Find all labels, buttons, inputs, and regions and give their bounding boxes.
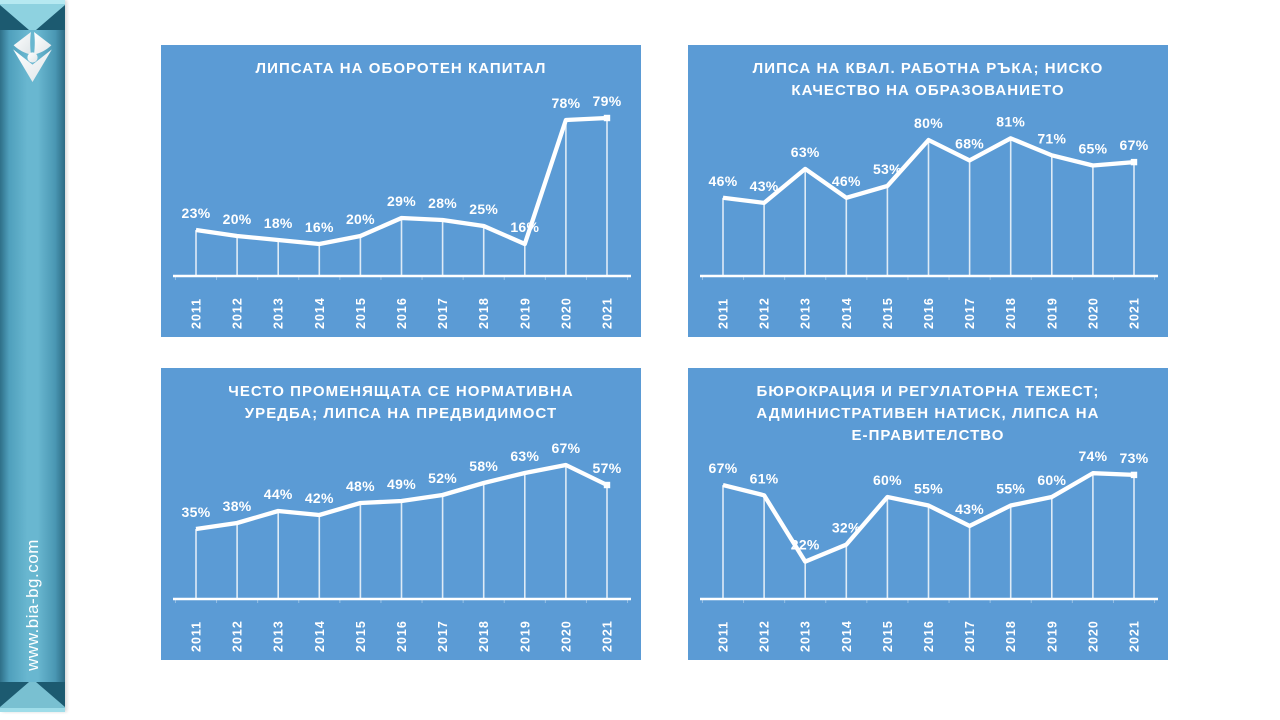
data-label: 18% (263, 215, 293, 231)
year-label: 2020 (1086, 297, 1101, 329)
year-label: 2014 (839, 620, 854, 652)
data-label: 46% (831, 172, 861, 189)
data-label: 22% (790, 536, 820, 553)
year-label: 2018 (477, 620, 492, 652)
series-end-marker (1131, 472, 1137, 478)
data-label: 81% (996, 113, 1026, 130)
year-label: 2016 (922, 620, 936, 652)
data-label: 23% (181, 205, 211, 221)
data-label: 49% (387, 476, 416, 492)
year-label: 2019 (1045, 620, 1060, 652)
data-label: 73% (1119, 449, 1149, 466)
year-label: 2014 (312, 297, 327, 329)
year-label: 2021 (1127, 297, 1142, 329)
year-label: 2013 (798, 297, 813, 329)
year-label: 2021 (1127, 620, 1142, 652)
data-label: 43% (749, 177, 779, 194)
year-label: 2017 (436, 297, 451, 329)
chart-panel-working-capital (161, 45, 641, 337)
year-label: 2016 (395, 297, 409, 329)
year-label: 2017 (436, 620, 451, 652)
year-label: 2015 (880, 297, 895, 329)
data-label: 20% (345, 211, 375, 227)
line-chart (161, 45, 641, 337)
series-end-marker (604, 482, 610, 488)
year-label: 2015 (880, 620, 895, 652)
year-label: 2020 (1086, 620, 1101, 652)
data-label: 63% (510, 448, 540, 464)
year-label: 2011 (716, 620, 731, 652)
year-label: 2017 (963, 297, 978, 329)
data-label: 57% (592, 460, 622, 476)
year-label: 2020 (559, 620, 574, 652)
chart-panel-bureaucracy (688, 368, 1168, 660)
data-label: 65% (1078, 140, 1108, 157)
data-label: 67% (551, 440, 581, 456)
data-label: 29% (387, 193, 416, 209)
data-label: 25% (469, 201, 499, 217)
year-label: 2015 (353, 620, 368, 652)
data-label: 53% (872, 160, 902, 177)
series-end-marker (604, 115, 610, 121)
data-label: 48% (345, 478, 375, 494)
data-label: 80% (914, 115, 943, 131)
year-label: 2014 (839, 297, 854, 329)
year-label: 2014 (312, 620, 327, 652)
data-label: 60% (1037, 472, 1067, 488)
year-label: 2012 (757, 297, 772, 329)
year-label: 2018 (1004, 297, 1019, 329)
year-label: 2013 (271, 620, 286, 652)
year-label: 2019 (518, 620, 533, 652)
year-label: 2011 (189, 620, 204, 652)
data-label: 74% (1078, 448, 1108, 465)
year-label: 2021 (600, 297, 615, 329)
data-label: 32% (831, 519, 861, 536)
data-label: 28% (428, 195, 458, 211)
data-label: 79% (592, 93, 622, 109)
year-label: 2016 (922, 297, 936, 329)
data-label: 38% (222, 498, 252, 514)
data-label: 44% (263, 486, 293, 502)
data-label: 61% (749, 470, 779, 487)
website-link[interactable] (0, 520, 65, 690)
bia-logo-icon (7, 24, 58, 90)
data-label: 16% (304, 219, 334, 235)
series-end-marker (1131, 159, 1137, 165)
chart-title: ЛИПСАТА НА ОБОРОТЕН КАПИТАЛ (255, 60, 547, 77)
data-label: 35% (181, 504, 211, 520)
sidebar-bottom-bevel-icon (0, 682, 65, 712)
year-label: 2018 (1004, 620, 1019, 652)
chart-title: ЛИПСА НА КВАЛ. РАБОТНА РЪКА; НИСКО КАЧЕСТВО НА ОБРАЗОВАНИЕТО (752, 60, 1104, 99)
year-label: 2011 (189, 297, 204, 329)
chart-panel-qualified-labour (688, 45, 1168, 337)
data-label: 52% (428, 470, 458, 486)
data-label: 58% (469, 458, 499, 474)
data-label: 68% (955, 135, 985, 152)
year-label: 2017 (963, 620, 978, 652)
data-label: 20% (222, 211, 252, 227)
year-label: 2019 (1045, 297, 1060, 329)
chart-panel-regulation-changes (161, 368, 641, 660)
year-label: 2019 (518, 297, 533, 329)
data-label: 67% (1119, 137, 1149, 154)
chart-title: ЧЕСТО ПРОМЕНЯЩАТА СЕ НОРМАТИВНА УРЕДБА; ЛИПСА НА ПРЕДВИДИМОСТ (228, 383, 574, 422)
year-label: 2012 (757, 620, 772, 652)
data-label: 42% (304, 490, 334, 506)
data-label: 63% (790, 143, 820, 160)
data-label: 43% (955, 500, 985, 517)
data-label: 60% (872, 472, 902, 488)
year-label: 2012 (230, 620, 245, 652)
data-label: 67% (708, 460, 738, 477)
year-label: 2021 (600, 620, 615, 652)
year-label: 2012 (230, 297, 245, 329)
data-label: 16% (510, 219, 540, 235)
website-label: www.bia-bg.com (22, 539, 42, 671)
data-label: 55% (996, 480, 1026, 497)
sidebar (0, 0, 65, 712)
year-label: 2013 (798, 620, 813, 652)
year-label: 2020 (559, 297, 574, 329)
data-label: 71% (1037, 130, 1067, 147)
year-label: 2013 (271, 297, 286, 329)
chart-title: БЮРОКРАЦИЯ И РЕГУЛАТОРНА ТЕЖЕСТ; АДМИНИСТРАТИВЕН НАТИСК, ЛИПСА НА Е-ПРАВИТЕЛСТВО (756, 383, 1100, 444)
year-label: 2015 (353, 297, 368, 329)
data-label: 46% (708, 172, 738, 189)
year-label: 2011 (716, 297, 731, 329)
data-label: 78% (551, 95, 581, 111)
data-label: 55% (914, 480, 943, 497)
year-label: 2018 (477, 297, 492, 329)
year-label: 2016 (395, 620, 409, 652)
